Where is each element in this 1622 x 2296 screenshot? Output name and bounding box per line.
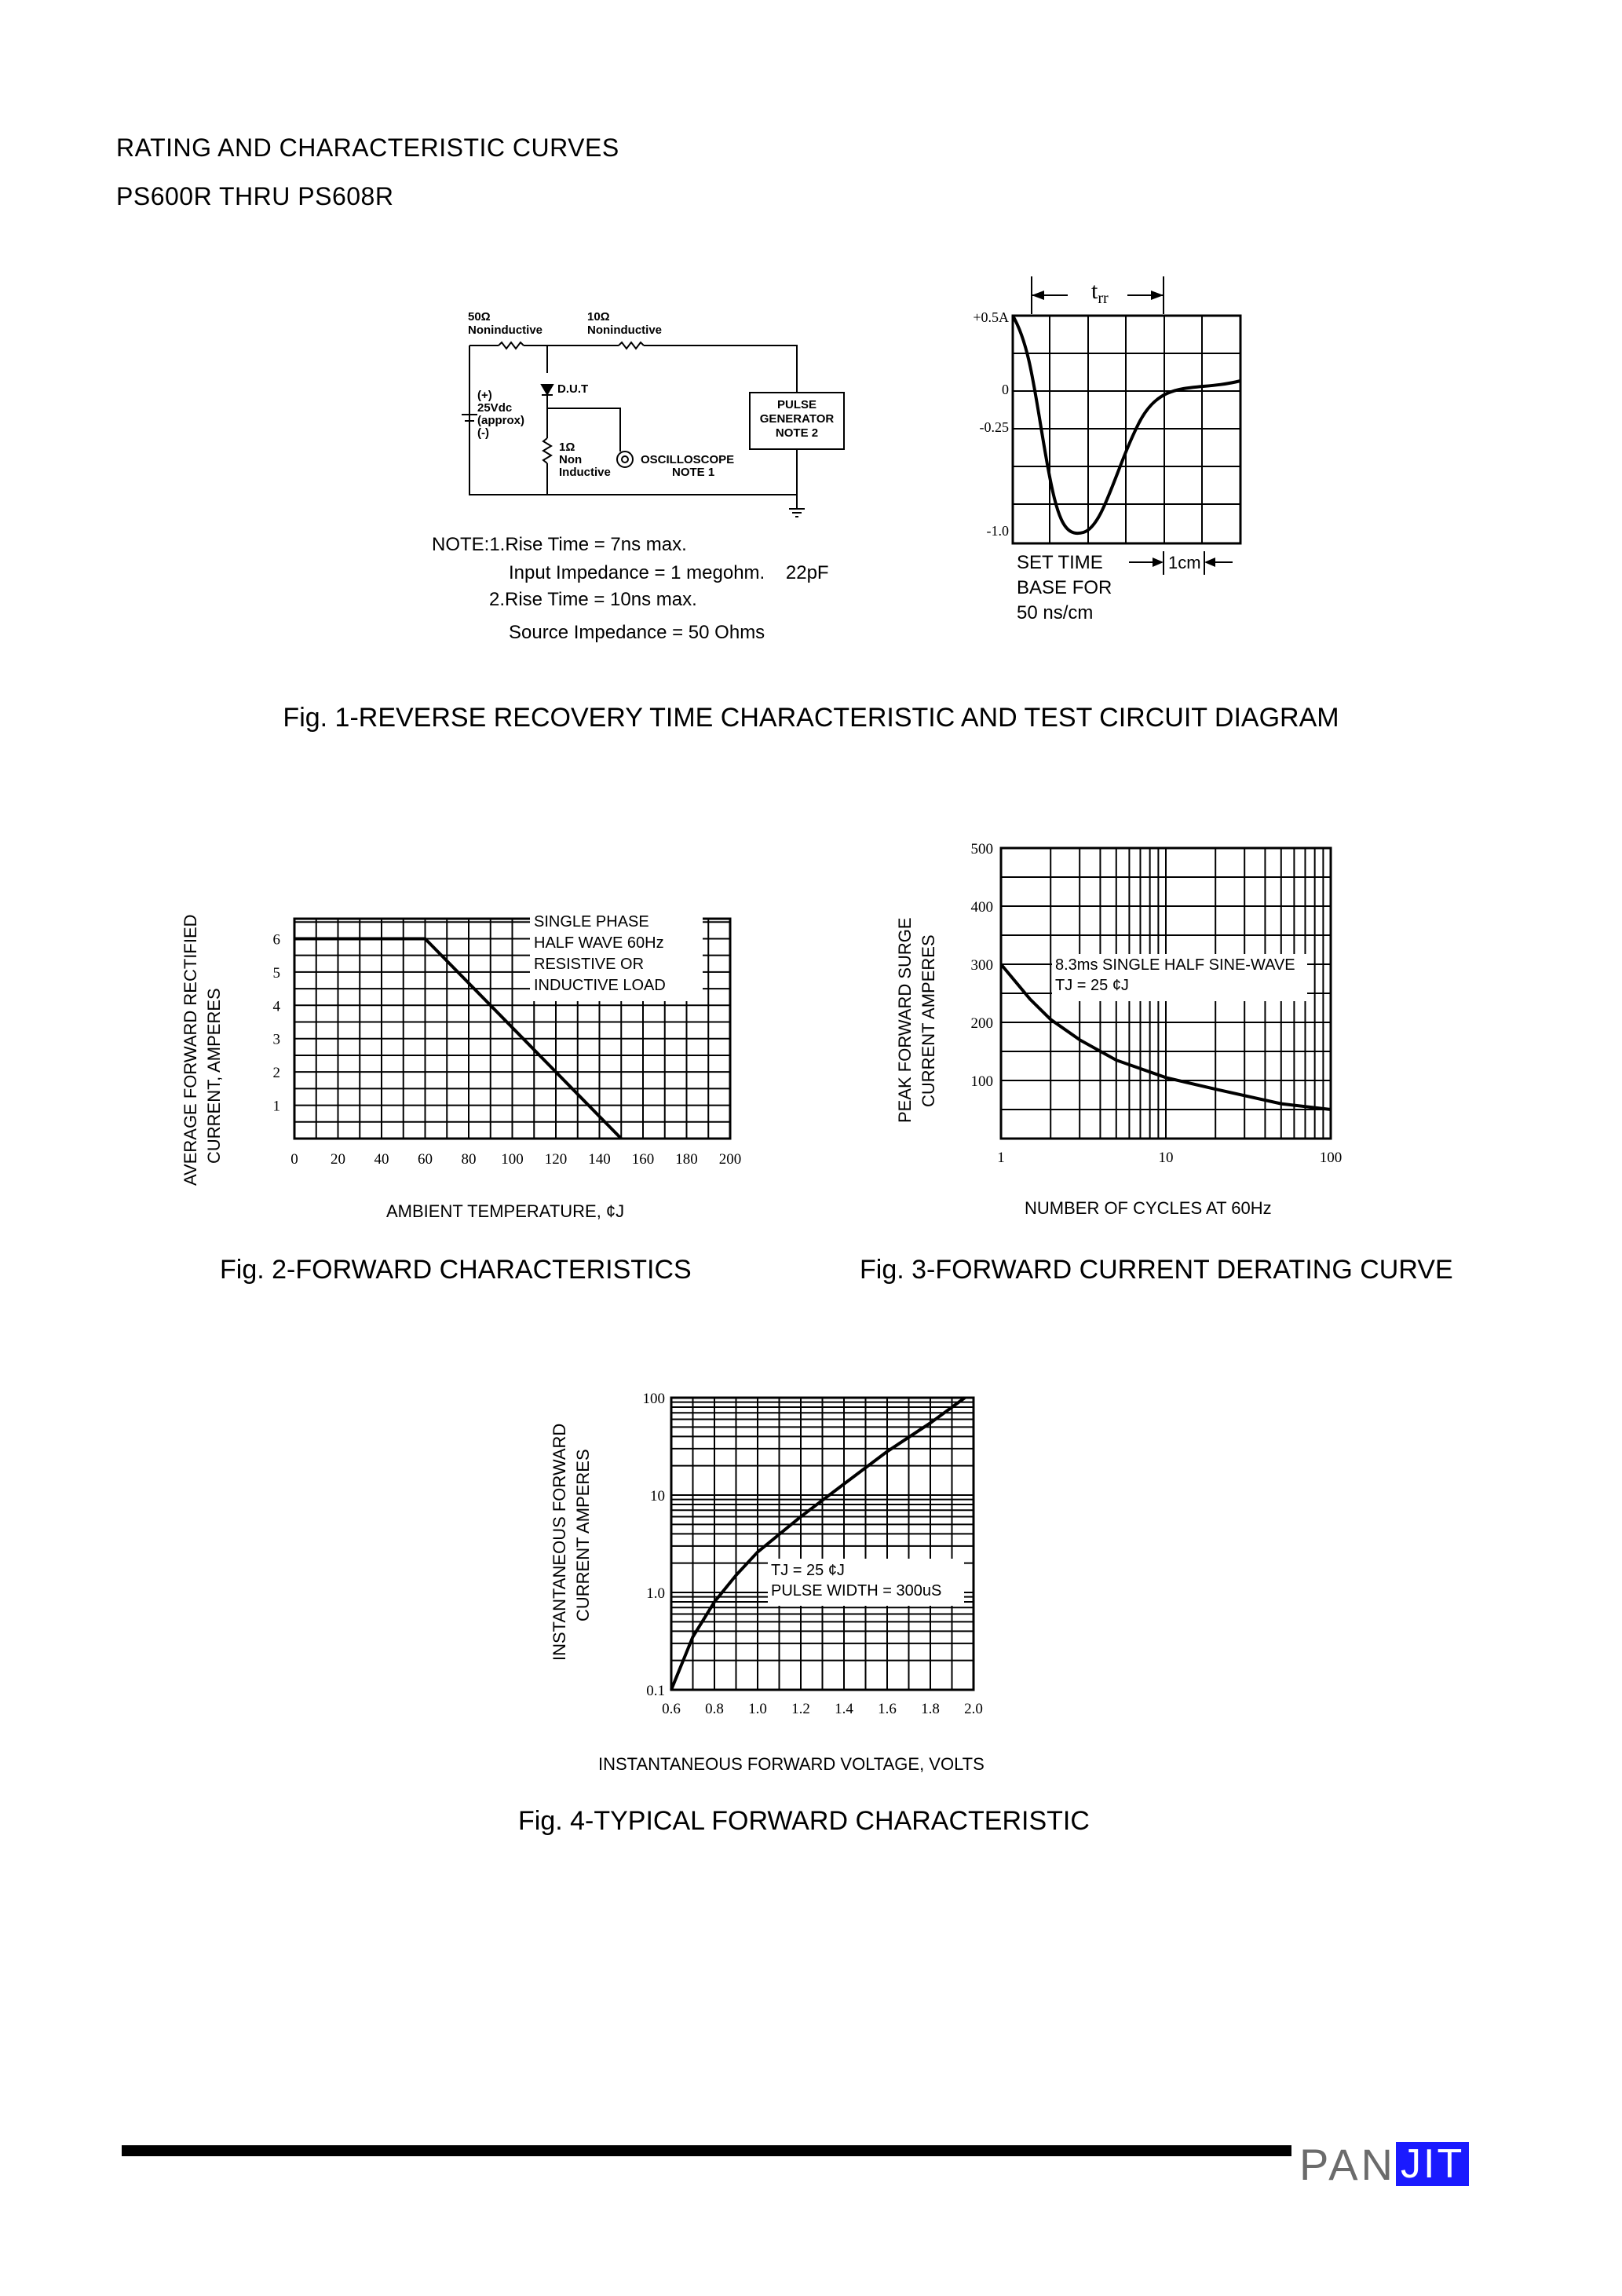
fig3-legend-1: 8.3ms SINGLE HALF SINE-WAVE [1055,956,1295,974]
source-polarity-neg: (-) [477,426,489,440]
page-title: RATING AND CHARACTERISTIC CURVES [116,133,619,162]
dut-label: D.U.T [557,382,589,396]
fig2-x-tick: 60 [418,1151,433,1168]
logo-jit: JIT [1396,2142,1469,2186]
note-2: 2.Rise Time = 10ns max. [489,589,697,610]
fig2-x-tick: 140 [588,1151,611,1168]
r2-value: 10Ω [587,310,610,324]
r1-type: Noninductive [468,324,543,337]
fig2-x-tick: 180 [675,1151,698,1168]
y-label-zero: 0 [1002,382,1009,397]
fig4-y-tick: 10 [650,1488,665,1504]
note-1: NOTE:1.Rise Time = 7ns max. [432,534,687,555]
part-range: PS600R THRU PS608R [116,182,394,210]
fig4-y-tick: 0.1 [646,1683,665,1699]
pulse-label-2: GENERATOR [759,412,835,426]
source-polarity-pos: (+) [477,389,492,402]
pulse-label-3: NOTE 2 [775,426,819,440]
source-voltage: 25Vdc [477,401,513,415]
fig2-y-tick: 1 [272,1098,280,1115]
fig2-legend-3: RESISTIVE OR [534,956,645,973]
fig4-legend-2: PULSE WIDTH = 300uS [771,1582,942,1600]
fig4-chart [542,1382,1076,1790]
fig2-x-tick: 200 [718,1151,742,1168]
fig4-x-tick: 1.0 [748,1701,767,1717]
fig4-y-tick: 100 [642,1391,665,1407]
fig2-caption: Fig. 2-FORWARD CHARACTERISTICS [220,1255,692,1285]
y-label-neg-10: -1.0 [986,523,1009,539]
fig2-y-tick: 3 [272,1031,280,1048]
note-1b: Input Impedance = 1 megohm. 22pF [509,562,829,583]
fig1-caption: Fig. 1-REVERSE RECOVERY TIME CHARACTERISTIC AND TEST CIRCUIT DIAGRAM [283,703,1339,733]
fig3-ylabel-1: PEAK FORWARD SURGE [895,917,915,1123]
fig3-y-tick: 100 [970,1073,993,1090]
fig2-xlabel: AMBIENT TEMPERATURE, ¢J [386,1201,625,1221]
fig2-chart [173,872,769,1225]
fig2-x-tick: 120 [544,1151,568,1168]
panjit-logo [1299,2139,1469,2189]
test-circuit-diagram [440,298,879,534]
fig3-y-tick: 300 [970,957,993,974]
fig4-legend-1: TJ = 25 ¢J [771,1562,845,1579]
fig2-y-tick: 4 [272,998,280,1015]
fig2-x-tick: 80 [461,1151,477,1168]
footer-rule [122,2145,1291,2156]
fig2-y-tick: 5 [272,964,280,982]
fig4-ylabel-1: INSTANTANEOUS FORWARD [550,1423,569,1661]
fig3-caption: Fig. 3-FORWARD CURRENT DERATING CURVE [860,1255,1453,1285]
fig3-x-tick: 100 [1319,1150,1343,1166]
fig3-ylabel-2: CURRENT AMPERES [919,934,938,1107]
fig2-legend-2: HALF WAVE 60Hz [534,934,664,952]
fig4-x-tick: 1.8 [921,1701,940,1717]
fig4-x-tick: 0.6 [662,1701,681,1717]
fig3-chart [887,824,1374,1225]
fig2-legend-4: INDUCTIVE LOAD [534,977,666,994]
fig4-y-tick: 1.0 [646,1585,665,1602]
fig2-x-tick: 0 [290,1151,298,1168]
fig4-x-tick: 0.8 [705,1701,724,1717]
fig3-xlabel: NUMBER OF CYCLES AT 60Hz [1025,1198,1272,1218]
fig3-x-tick: 1 [997,1150,1005,1166]
set-time-3: 50 ns/cm [1017,602,1094,623]
fig2-ylabel-1: AVERAGE FORWARD RECTIFIED [181,914,200,1186]
fig2-ylabel-2: CURRENT, AMPERES [204,988,224,1164]
r2-type: Noninductive [587,324,663,337]
logo-pan: PAN [1299,2139,1396,2189]
scope-note: NOTE 1 [672,466,715,479]
y-label-neg-025: -0.25 [979,419,1009,435]
source-approx: (approx) [477,414,524,427]
fig4-series-line [671,1398,965,1690]
r1-value: 50Ω [468,310,491,324]
fig2-x-tick: 160 [631,1151,655,1168]
fig4-ylabel-2: CURRENT AMPERES [573,1449,593,1621]
r3-type-2: Inductive [559,466,611,479]
fig4-x-tick: 2.0 [964,1701,983,1717]
fig3-y-tick: 400 [970,899,993,916]
fig2-x-tick: 40 [374,1151,389,1168]
fig2-x-tick: 20 [331,1151,345,1168]
set-time-2: BASE FOR [1017,577,1112,598]
fig3-legend-2: TJ = 25 ¢J [1055,977,1129,994]
reverse-recovery-waveform [958,267,1288,644]
r3-type-1: Non [559,453,583,466]
fig3-y-tick: 500 [970,841,993,857]
pulse-label-1: PULSE [776,398,817,411]
fig2-y-tick: 6 [272,931,280,949]
set-time-1: SET TIME [1017,552,1103,573]
fig4-x-tick: 1.4 [835,1701,853,1717]
fig2-legend-1: SINGLE PHASE [534,913,649,930]
note-2b: Source Impedance = 50 Ohms [509,622,765,643]
fig4-caption: Fig. 4-TYPICAL FORWARD CHARACTERISTIC [518,1806,1090,1836]
scale-label: 1cm [1168,553,1201,572]
trr-label: $t_{rr}$ [1091,278,1109,307]
fig3-x-tick: 10 [1158,1150,1174,1166]
fig4-x-tick: 1.2 [791,1701,810,1717]
fig3-y-tick: 200 [970,1015,993,1032]
fig2-y-tick: 2 [272,1065,280,1082]
r3-value: 1Ω [559,441,575,454]
y-label-pos-05: +0.5A [973,309,1009,325]
fig4-x-tick: 1.6 [878,1701,897,1717]
fig2-x-tick: 100 [501,1151,524,1168]
fig4-xlabel: INSTANTANEOUS FORWARD VOLTAGE, VOLTS [598,1754,985,1774]
scope-label: OSCILLOSCOPE [641,453,735,466]
